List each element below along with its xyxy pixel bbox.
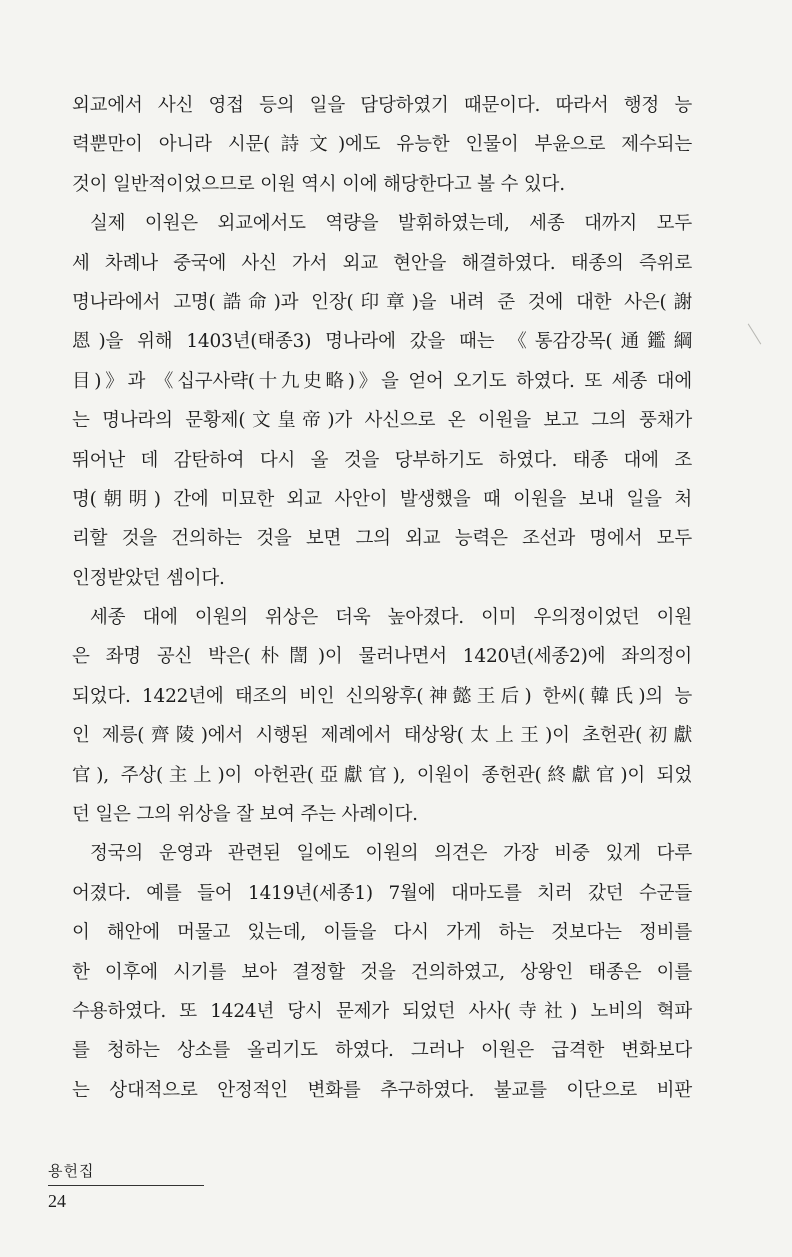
text-line: 이 해안에 머물고 있는데, 이들을 다시 가게 하는 것보다는 정비를 bbox=[72, 922, 692, 944]
page-number: 24 bbox=[48, 1191, 66, 1211]
text-line: 력뿐만이 아니라 시문(詩文)에도 유능한 인물이 부윤으로 제수되는 bbox=[72, 134, 692, 156]
text-line: 던 일은 그의 위상을 잘 보여 주는 사례이다. bbox=[72, 804, 418, 826]
text-line: 명나라에서 고명(誥命)과 인장(印章)을 내려 준 것에 대한 사은(謝 bbox=[72, 291, 692, 313]
text-line: 目)》과 《십구사략(十九史略)》을 얻어 오기도 하였다. 또 세종 대에 bbox=[72, 370, 692, 392]
text-line: 리할 것을 건의하는 것을 보면 그의 외교 능력은 조선과 명에서 모두 bbox=[72, 528, 692, 550]
text-line: 되었다. 1422년에 태조의 비인 신의왕후(神懿王后) 한씨(韓氏)의 능 bbox=[72, 685, 692, 707]
text-line: 인 제릉(齊陵)에서 시행된 제례에서 태상왕(太上王)이 초헌관(初獻 bbox=[72, 725, 692, 747]
running-title: 용헌집 bbox=[48, 1162, 95, 1180]
text-line: 인정받았던 셈이다. bbox=[72, 567, 225, 589]
paragraph-first-line: 세종 대에 이원의 위상은 더욱 높아졌다. 이미 우의정이었던 이원 bbox=[90, 607, 692, 629]
text-line: 외교에서 사신 영접 등의 일을 담당하였기 때문이다. 따라서 행정 능 bbox=[72, 95, 692, 116]
text-line: 어졌다. 예를 들어 1419년(세종1) 7월에 대마도를 치러 갔던 수군들 bbox=[72, 882, 692, 904]
text-line: 官), 주상(主上)이 아헌관(亞獻官), 이원이 종헌관(終獻官)이 되었 bbox=[72, 764, 692, 786]
paragraph-first-line: 정국의 운영과 관련된 일에도 이원의 의견은 가장 비중 있게 다루 bbox=[90, 843, 692, 865]
paragraph-first-line: 실제 이원은 외교에서도 역량을 발휘하였는데, 세종 대까지 모두 bbox=[90, 213, 692, 235]
text-line: 한 이후에 시기를 보아 결정할 것을 건의하였고, 상왕인 태종은 이를 bbox=[72, 961, 692, 983]
text-line: 은 좌명 공신 박은(朴誾)이 물러나면서 1420년(세종2)에 좌의정이 bbox=[72, 646, 692, 668]
text-line: 명(朝明) 간에 미묘한 외교 사안이 발생했을 때 이원을 보내 일을 처 bbox=[72, 488, 692, 510]
text-line: 恩)을 위해 1403년(태종3) 명나라에 갔을 때는 《통감강목(通鑑綱 bbox=[72, 331, 692, 353]
body-text bbox=[72, 86, 692, 1110]
scan-mark bbox=[748, 324, 762, 345]
text-line: 를 청하는 상소를 올리기도 하였다. 그러나 이원은 급격한 변화보다 bbox=[72, 1040, 692, 1062]
text-line: 는 명나라의 문황제(文皇帝)가 사신으로 온 이원을 보고 그의 풍채가 bbox=[72, 410, 692, 432]
text-line: 세 차례나 중국에 사신 가서 외교 현안을 해결하였다. 태종의 즉위로 bbox=[72, 252, 692, 274]
footer-divider bbox=[48, 1185, 204, 1186]
text-line: 는 상대적으로 안정적인 변화를 추구하였다. 불교를 이단으로 비판 bbox=[72, 1079, 692, 1101]
text-line: 수용하였다. 또 1424년 당시 문제가 되었던 사사(寺社) 노비의 혁파 bbox=[72, 1000, 692, 1022]
text-line: 것이 일반적이었으므로 이원 역시 이에 해당한다고 볼 수 있다. bbox=[72, 173, 565, 195]
text-line: 뛰어난 데 감탄하여 다시 올 것을 당부하기도 하였다. 태종 대에 조 bbox=[72, 449, 692, 471]
